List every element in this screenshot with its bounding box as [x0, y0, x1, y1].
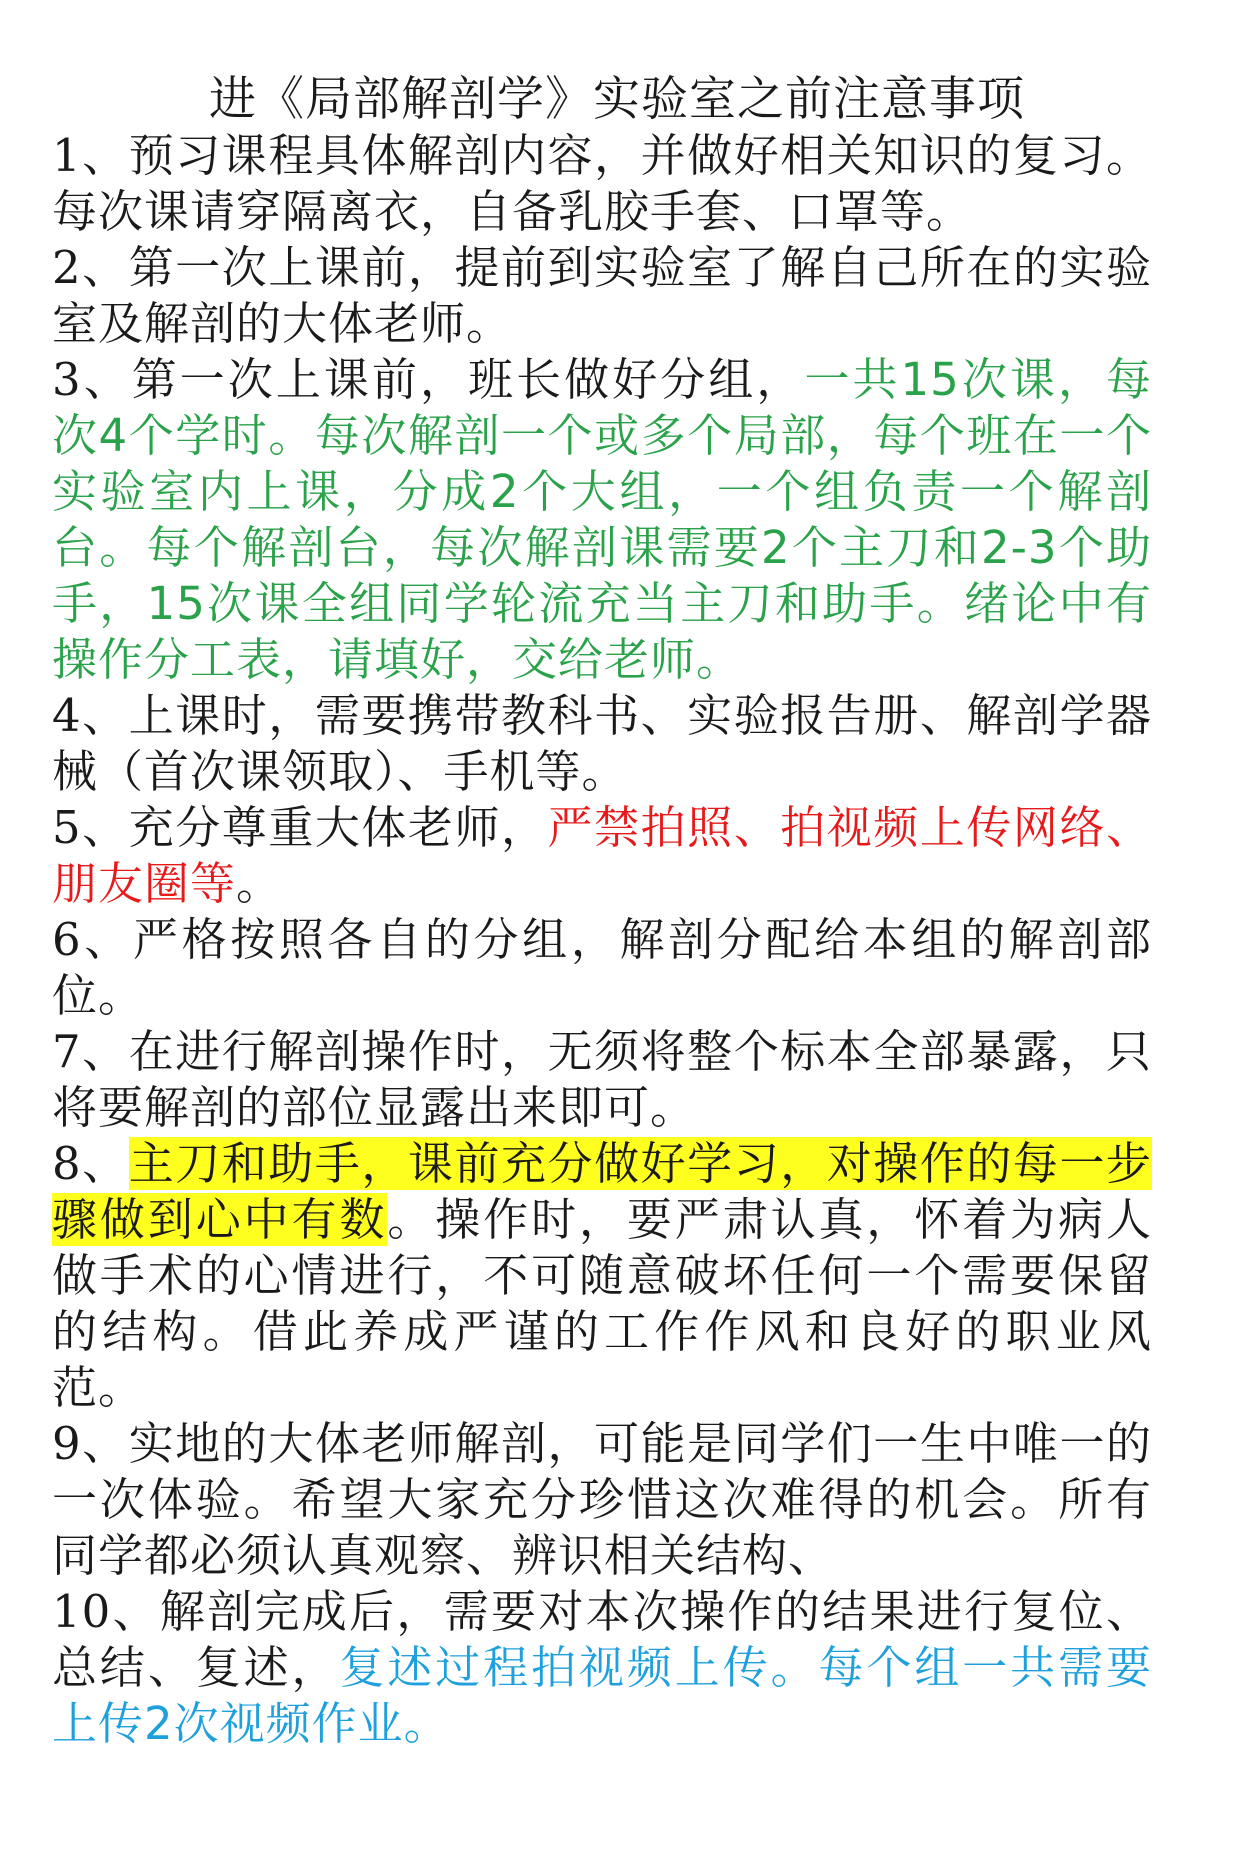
blue-emphasis-text: 复述过程拍视频上传。每个组一共需要上传2次视频作业。 [52, 1641, 1152, 1750]
item-text: 、严格按照各自的分组，解剖分配给本组的解剖部位。 [52, 913, 1152, 1022]
list-item-3 [52, 352, 1152, 688]
list-item-6 [52, 912, 1152, 1024]
list-item-1 [52, 128, 1152, 240]
list-item-2 [52, 240, 1152, 352]
item-text: 、 [81, 1137, 129, 1190]
item-text: 、解剖完成后，需要对本次操作的结果进行复位、总结、复述， [52, 1585, 1152, 1694]
item-number: 4 [52, 689, 82, 742]
highlighted-text: 主刀和助手，课前充分做好学习，对操作的每一步骤做到心中有数 [52, 1137, 1152, 1246]
item-number: 3 [52, 353, 82, 406]
item-number: 1 [52, 129, 82, 182]
item-text: 、预习课程具体解剖内容，并做好相关知识的复习。每次课请穿隔离衣，自备乳胶手套、口罩等。 [52, 129, 1152, 238]
list-item-5 [52, 800, 1152, 912]
item-text: 、在进行解剖操作时，无须将整个标本全部暴露，只将要解剖的部位显露出来即可。 [52, 1025, 1152, 1134]
item-text: 。 [236, 857, 283, 910]
item-number: 2 [52, 241, 82, 294]
document-title: 进《局部解剖学》实验室之前注意事项 [209, 72, 1025, 127]
item-text: 。操作时，要严肃认真，怀着为病人做手术的心情进行，不可随意破坏任何一个需要保留的结构。借此养成严谨的工作作风和良好的职业风范。 [52, 1193, 1152, 1414]
list-item-9 [52, 1416, 1152, 1584]
item-text: 、第一次上课前，班长做好分组， [81, 353, 805, 406]
item-text: 、上课时，需要携带教科书、实验报告册、解剖学器械（首次课领取）、手机等。 [52, 689, 1152, 798]
list-item-10 [52, 1584, 1152, 1752]
item-number: 9 [52, 1417, 82, 1470]
item-text: 、第一次上课前，提前到实验室了解自己所在的实验室及解剖的大体老师。 [52, 241, 1152, 350]
item-text: 、实地的大体老师解剖，可能是同学们一生中唯一的一次体验。希望大家充分珍惜这次难得的机会。所有同学都必须认真观察、辨识相关结构、 [52, 1417, 1152, 1582]
item-text: 、充分尊重大体老师， [81, 801, 548, 854]
list-item-7 [52, 1024, 1152, 1136]
item-number: 7 [52, 1025, 82, 1078]
list-item-4 [52, 688, 1152, 800]
list-item-8 [52, 1136, 1152, 1416]
item-number: 5 [52, 801, 82, 854]
item-number: 10 [52, 1585, 112, 1638]
item-number: 8 [52, 1137, 82, 1190]
red-warning-text: 严禁拍照、拍视频上传网络、朋友圈等 [52, 801, 1152, 910]
green-emphasis-text: 一共15次课，每次4个学时。每次解剖一个或多个局部，每个班在一个实验室内上课，分成2个大组，一个组负责一个解剖台。每个解剖台，每次解剖课需要2个主刀和2-3个助手，15次课全组同学轮流充当主刀和助手。绪论中有操作分工表，请填好，交给老师。 [52, 353, 1152, 686]
item-number: 6 [52, 913, 82, 966]
